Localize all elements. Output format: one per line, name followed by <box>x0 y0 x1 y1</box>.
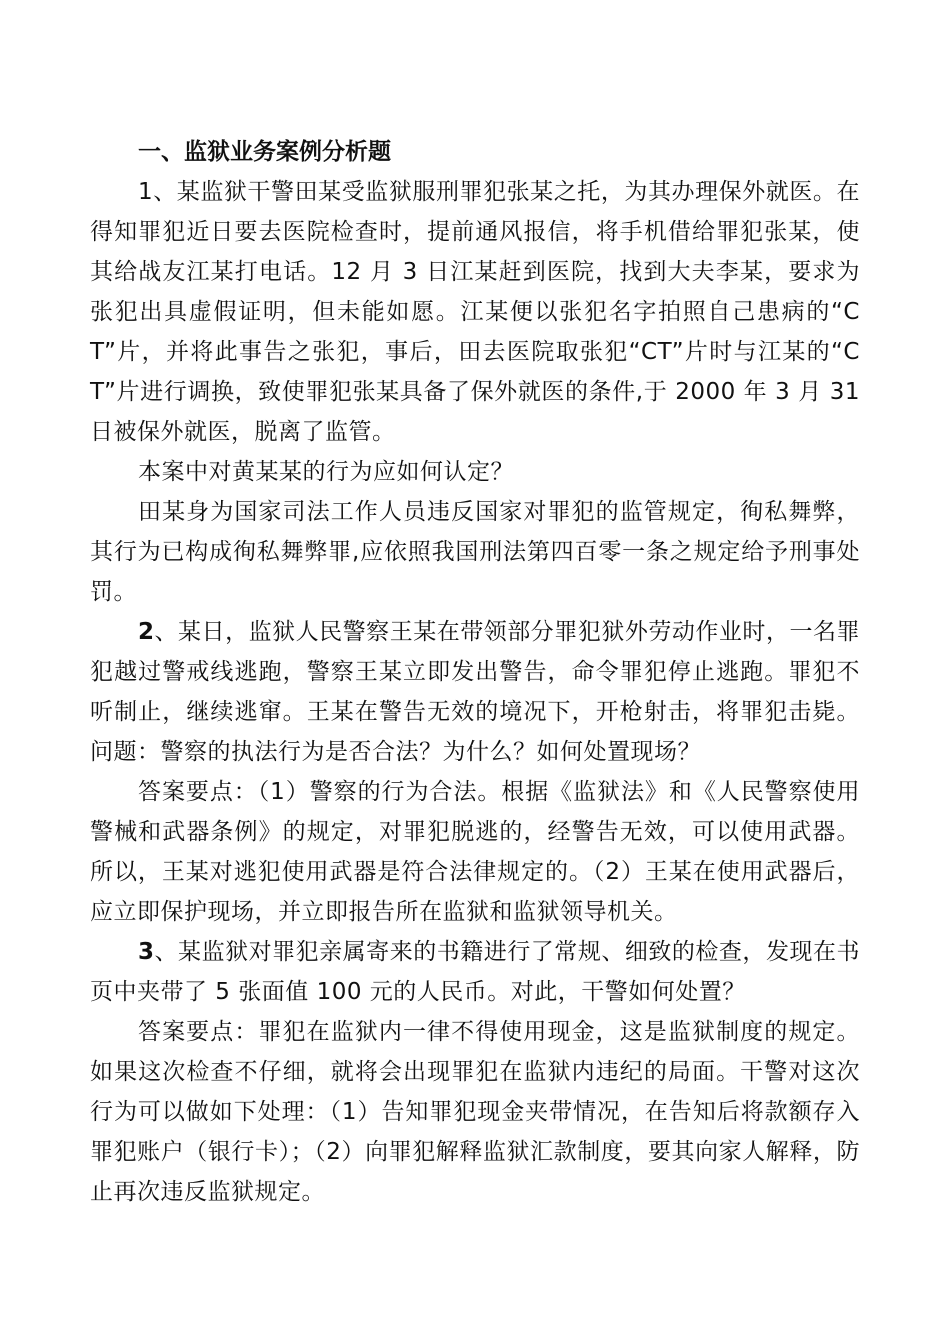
case1-text: 1、某监狱干警田某受监狱服刑罪犯张某之托，为其办理保外就医。在得知罪犯近日要去医院检查时，提前通风报信，将手机借给罪犯张某，使其给战友江某打电话。12 月 3 日江某赶到医院，找到大夫李某，要求为张犯出具虚假证明，但未能如愿。江某便以张犯名字拍照自己患病的“CT”片，并将此事告之张犯，事后，田去医院取张犯“CT”片时与江某的“CT”片进行调换，致使罪犯张某具备了保外就医的条件,于 2000 年 3 月 31 日被保外就医，脱离了监管。 <box>90 179 860 445</box>
case3-number: 3 <box>138 939 155 965</box>
case1-question: 本案中对黄某某的行为应如何认定？ <box>138 459 514 485</box>
case1-answer: 田某身为国家司法工作人员违反国家对罪犯的监管规定，徇私舞弊，其行为已构成徇私舞弊罪,应依照我国刑法第四百零一条之规定给予刑事处罚。 <box>90 499 860 605</box>
case3-text: 、某监狱对罪犯亲属寄来的书籍进行了常规、细致的检查，发现在书页中夹带了 5 张面值 100 元的人民币。对此，干警如何处置？ <box>90 939 860 1005</box>
case2-text: 、某日，监狱人民警察王某在带领部分罪犯狱外劳动作业时，一名罪犯越过警戒线逃跑，警察王某立即发出警告，命令罪犯停止逃跑。罪犯不听制止，继续逃窜。王某在警告无效的境况下，开枪射击，将罪犯击毙。问题：警察的执法行为是否合法？为什么？如何处置现场？ <box>90 619 860 765</box>
case3-paragraph <box>90 932 860 1012</box>
section-title: 一、监狱业务案例分析题 <box>138 139 391 165</box>
case2-number: 2 <box>138 619 155 645</box>
case3-answer: 答案要点：罪犯在监狱内一律不得使用现金，这是监狱制度的规定。如果这次检查不仔细，就将会出现罪犯在监狱内违纪的局面。干警对这次行为可以做如下处理：（1）告知罪犯现金夹带情况，在告知后将款额存入罪犯账户（银行卡）；（2）向罪犯解释监狱汇款制度，要其向家人解释，防止再次违反监狱规定。 <box>90 1019 860 1205</box>
case2-answer: 答案要点：（1）警察的行为合法。根据《监狱法》和《人民警察使用警械和武器条例》的规定，对罪犯脱逃的，经警告无效，可以使用武器。所以，王某对逃犯使用武器是符合法律规定的。（2）王某在使用武器后，应立即保护现场，并立即报告所在监狱和监狱领导机关。 <box>90 779 860 925</box>
document-page <box>90 132 860 1212</box>
case2-paragraph <box>90 612 860 772</box>
